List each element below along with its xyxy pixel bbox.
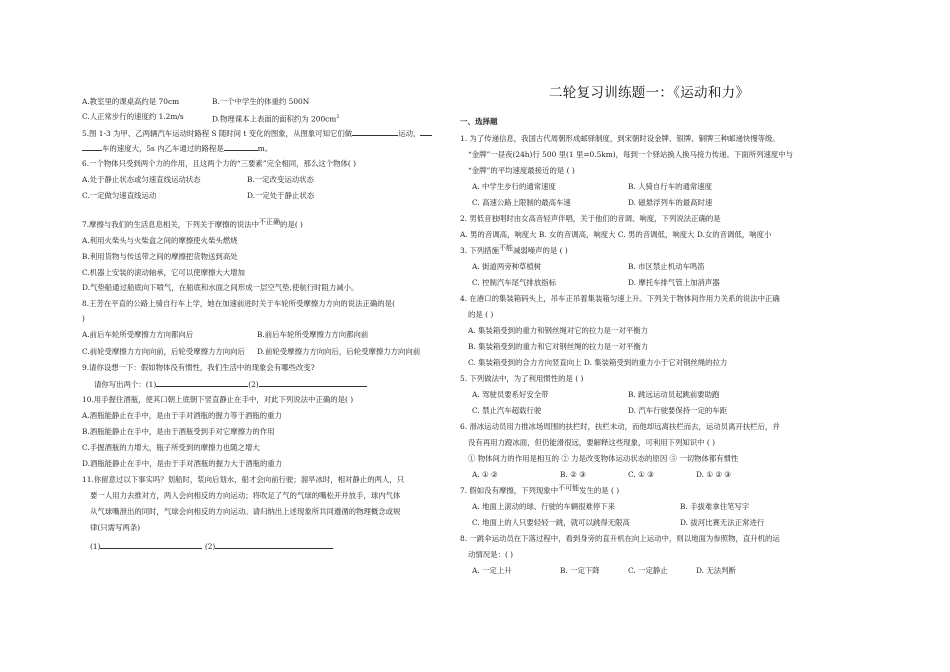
q9-blank-1[interactable] xyxy=(156,378,248,387)
q11-blank-1[interactable] xyxy=(100,540,202,549)
r-q5-option-a: A. 驾驶员要系好安全带 xyxy=(472,390,549,399)
r-q7-option-a: A. 地面上滚动的球、行驶的车辆很难停下来 xyxy=(472,502,616,511)
q8-option-c: C.前轮受摩擦力方向向前，后轮受摩擦力方向向后 xyxy=(82,347,245,356)
q10-stem: 10.用手握住酒瓶，使其口朝上底朝下竖直静止在手中，对此下列说法中正确的是( ) xyxy=(82,395,354,404)
r-q7-option-d: D. 拔河比赛无法正常进行 xyxy=(680,518,765,527)
q10-option-a: A.酒瓶能静止在手中，是由于手对酒瓶的握力等于酒瓶的重力 xyxy=(82,411,282,420)
q9-answer-line: 请你写出两个：(1) (2) xyxy=(94,378,367,391)
r-q5-option-c: C. 禁止汽车超载行驶 xyxy=(472,406,542,415)
r-q7-option-c: C. 地面上的人只要轻轻一跳，就可以跳得无限高 xyxy=(472,518,630,527)
r-q6-option-c: C. ① ③ xyxy=(628,470,654,479)
r-q3-option-d: D. 摩托车排气管上加消声器 xyxy=(628,278,720,287)
r-q2-options: A. 男的音调高，响度大 B. 女的音调高，响度大 C. 男的音调低，响度大 D.女的音调低，响度小 xyxy=(460,230,772,239)
r-q6-line-2: 没有再用力蹬冰面，但仍能滑很远，要解释这些现象，可利用下列知识中 ( ) xyxy=(468,438,715,447)
section-heading: 一、选择题 xyxy=(460,117,498,126)
r-q6-line-1: 6. 滑冰运动员用力推冰场周围的扶栏时，扶栏未动，而他却远离扶栏而去，运动员离开扶栏后，并 xyxy=(460,422,780,431)
q8-paren: ) xyxy=(82,314,85,323)
q6-option-d: D.一定处于静止状态 xyxy=(247,191,315,200)
r-q7-stem: 7. 假如没有摩擦，下列现象中不可能发生的是 ( ) xyxy=(460,484,620,495)
q5-line-2: 车的速度大，5s 内乙车通过的路程是 m。 xyxy=(82,142,272,155)
r-q5-option-d: D. 汽车行驶要保持一定的车距 xyxy=(628,406,728,415)
r-q5-stem: 5. 下列做法中，为了利用惯性的是 ( ) xyxy=(460,374,584,383)
r-q4-option-b: B. 集装箱受到的重力和它对钢丝绳的拉力是一对平衡力 xyxy=(468,342,649,351)
r-q8-option-c: C. 一定静止 xyxy=(628,566,668,575)
r-q6-option-d: D. ① ② ③ xyxy=(696,470,731,479)
q4-option-d: D.物理课本上表面的面积约为 $200cm^2$ xyxy=(212,114,340,124)
r-q8-option-d: D. 无法判断 xyxy=(696,566,736,575)
r-q6-option-a: A. ① ② xyxy=(472,470,498,479)
r-q7-option-b: B. 手拔难拿住笔写字 xyxy=(680,502,750,511)
q7-option-a: A.利用火柴头与火柴盒之间的摩擦使火柴头燃烧 xyxy=(82,236,238,245)
q11-line-4: 律(只需写两条) xyxy=(90,523,141,532)
r-q1-line-1: 1. 为了传递信息，我国古代周朝形成邮驿制度，到宋朝时设金牌、银牌、铜牌三种邮递快慢等级。 xyxy=(460,134,780,143)
q11-answer-line: (1) (2) xyxy=(90,540,333,553)
r-q8-line-1: 8. 一跳伞运动员在下落过程中，看到身旁的直升机在向上运动中，则以地面为参照物，直升机的运 xyxy=(460,534,780,543)
q8-option-a: A.前后车轮所受摩擦力方向都向后 xyxy=(82,330,194,339)
r-q2-stem: 2. 男低音独唱时由女高音轻声伴唱，关于他们的音调、响度，下列说法正确的是 xyxy=(460,214,721,223)
r-q8-option-a: A. 一定上升 xyxy=(472,566,512,575)
r-q8-line-2: 动情况是：( ) xyxy=(468,550,514,559)
r-q3-stem: 3. 下列措施不能减弱噪声的是 ( ) xyxy=(460,244,568,255)
q9-blank-2[interactable] xyxy=(259,378,367,387)
q8-option-b: B.前后车轮所受摩擦力方向都向前 xyxy=(257,330,369,339)
r-q1-line-3: “金牌”的平均速度最接近的是 ( ) xyxy=(468,166,575,175)
page-title: 二轮复习训练题一：《运动和力》 xyxy=(549,85,750,101)
q9-stem: 9.请你设想一下：假如物体没有惯性，我们生活中的现象会有哪些改变? xyxy=(82,363,315,372)
q8-stem: 8.王芳在平直的公路上骑自行车上学，她在加速前进时关于车轮所受摩擦力方向的说法正确的是( xyxy=(82,299,395,308)
r-q1-line-2: “金牌”一昼夜(24h)行 500 里(1 里=0.5km)，每到一个驿站换人换马接力传递。下面所列速度中与 xyxy=(468,150,794,159)
r-q3-option-c: C. 控制汽车尾气排放指标 xyxy=(472,278,556,287)
q11-blank-2[interactable] xyxy=(215,540,333,549)
q11-line-2: 要一人用力去推对方，两人会向相反的方向运动；将吹足了气的气球的嘴松开并放手，球内气体 xyxy=(90,491,401,500)
r-q4-option-a: A. 集装箱受到的重力和钢丝绳对它的拉力是一对平衡力 xyxy=(468,326,649,335)
r-q5-option-b: B. 跳远运动员起跳前要助跑 xyxy=(628,390,720,399)
q7-option-c: C.机器上安装的滚动轴承，它可以使摩擦大大增加 xyxy=(82,268,245,277)
q6-option-a: A.处于静止状态或匀速直线运动状态 xyxy=(82,175,201,184)
q6-option-c: C.一定做匀速直线运动 xyxy=(82,191,157,200)
r-q4-line-2: 的是 ( ) xyxy=(468,310,494,319)
r-q3-option-a: A. 街道两旁种草植树 xyxy=(472,262,542,271)
q10-option-d: D.酒瓶能静止在手中，是由于手对酒瓶的握力大于酒瓶的重力 xyxy=(82,459,283,468)
q7-stem: 7.摩擦与我们的生活息息相关，下列关于摩擦的说法中不正确的是( ) xyxy=(82,218,303,229)
q10-option-c: C.手握酒瓶的力增大，瓶子所受到的摩擦力也随之增大 xyxy=(82,443,260,452)
q8-option-d: D.前轮受摩擦力方向向后，后轮受摩擦力方向向前 xyxy=(257,347,421,356)
r-q6-line-3: ① 物体间力的作用是相互的 ② 力是改变物体运动状态的原因 ③ 一切物体都有惯性 xyxy=(468,454,739,463)
r-q1-option-b: B. 人骑自行车的通常速度 xyxy=(628,182,713,191)
r-q3-option-b: B. 市区禁止机动车鸣笛 xyxy=(628,262,705,271)
q10-option-b: B.酒瓶能静止在手中，是由于酒瓶受到手对它摩擦力的作用 xyxy=(82,427,275,436)
q4-option-b: B.一个中学生的体重约 500N xyxy=(212,97,310,106)
r-q4-line-1: 4. 在港口的集装箱码头上，吊车正吊着集装箱匀速上升。下列关于物体间作用力关系的说法中正确 xyxy=(460,294,780,303)
q6-option-b: B.一定改变运动状态 xyxy=(247,175,314,184)
q11-line-1: 11.你留意过以下事实吗？划船时，浆向后划水，船才会向前行驶；溜旱冰时，相对静止的两人，只 xyxy=(82,475,405,484)
r-q1-option-d: D. 磁悬浮列车的最高时速 xyxy=(628,198,713,207)
q4-option-a: A.教室里的课桌高约是 70cm xyxy=(82,97,180,106)
q7-option-b: B.利用货物与传送带之间的摩擦把货物送到高处 xyxy=(82,252,238,261)
r-q6-option-b: B. ② ③ xyxy=(560,470,586,479)
q7-option-d: D.气垫船通过船底向下喷气，在船底和水面之间形成一层空气垫,使航行时阻力减小。 xyxy=(82,283,359,292)
q11-line-3: 从气球嘴泄出的同时，气球会向相反的方向运动。请归纳出上述现象所共同遵循的物理概念或规 xyxy=(90,507,401,516)
r-q4-option-cd: C. 集装箱受到的合力方向竖直向上 D. 集装箱受到的重力小于它对钢丝绳的拉力 xyxy=(468,358,728,367)
q6-stem: 6.一个物体只受到两个力的作用，且这两个力的“三要素”完全相同，那么这个物体( ) xyxy=(82,159,357,168)
r-q1-option-c: C. 高速公路上限制的最高车速 xyxy=(472,198,571,207)
r-q1-option-a: A. 中学生步行的通常速度 xyxy=(472,182,556,191)
q4-option-c: C.人正常步行的速度约 1.2m/s xyxy=(82,112,184,121)
r-q8-option-b: B. 一定下降 xyxy=(560,566,600,575)
q5-line-1: 5.图 1-3 为甲、乙两辆汽车运动时路程 S 随时间 t 变化的图象，从图象可知它们做 运动， xyxy=(82,127,432,140)
